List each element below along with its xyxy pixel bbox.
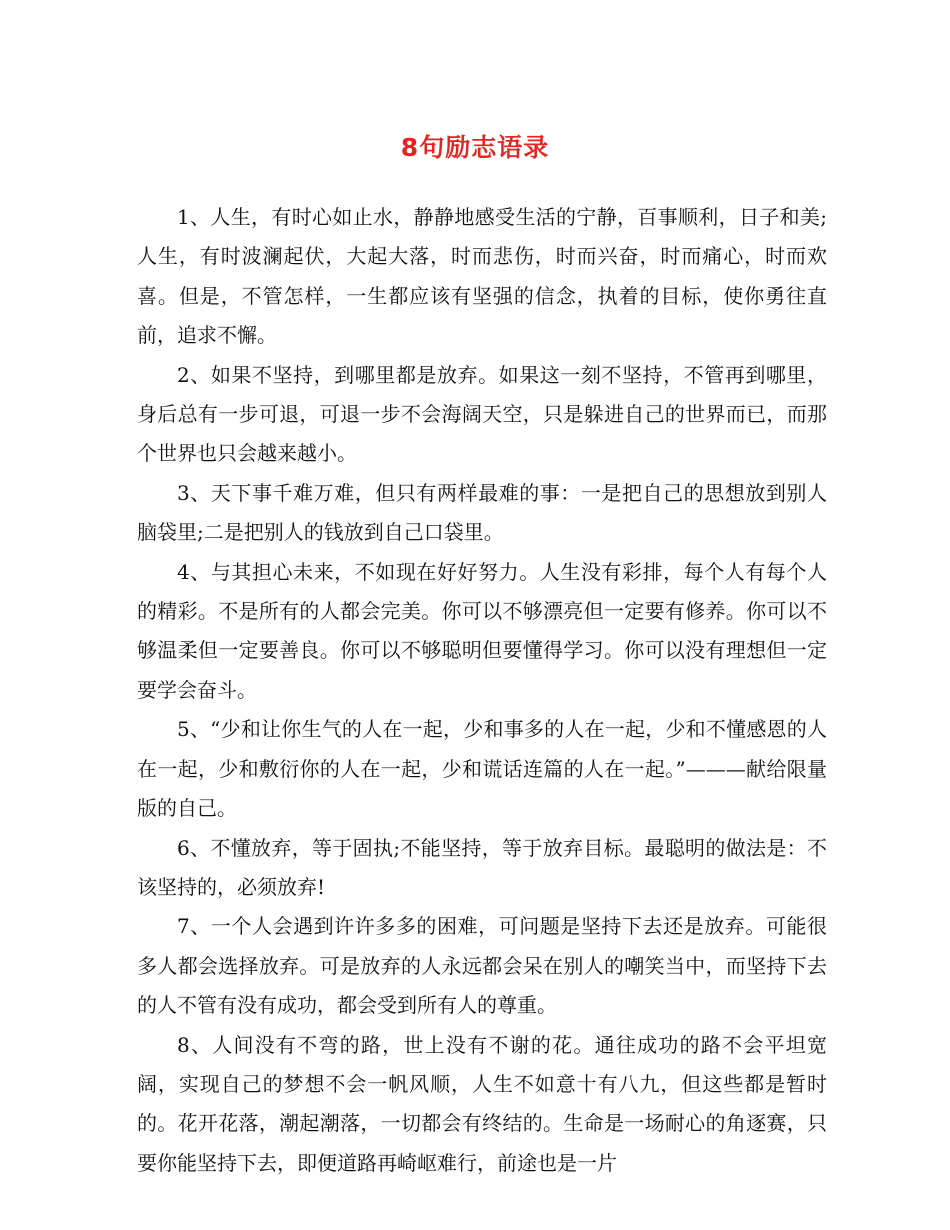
quote-paragraph-8: 8、人间没有不弯的路，世上没有不谢的花。通往成功的路不会平坦宽阔，实现自己的梦想不会一帆风顺，人生不如意十有八九，但这些都是暂时的。花开花落，潮起潮落，一切都会有终结的。生命是一场耐心的角逐赛，只要你能坚持下去，即便道路再崎岖难行，前途也是一片: [137, 1032, 827, 1175]
quote-paragraph-4: 4、与其担心未来，不如现在好好努力。人生没有彩排，每个人有每个人的精彩。不是所有的人都会完美。你可以不够漂亮但一定要有修养。你可以不够温柔但一定要善良。你可以不够聪明但要懂得学习。你可以没有理想但一定要学会奋斗。: [137, 559, 827, 702]
quote-paragraph-7: 7、一个人会遇到许许多多的困难，可问题是坚持下去还是放弃。可能很多人都会选择放弃。可是放弃的人永远都会呆在别人的嘲笑当中，而坚持下去的人不管有没有成功，都会受到所有人的尊重。: [137, 914, 827, 1018]
quote-paragraph-5: 5、“少和让你生气的人在一起，少和事多的人在一起，少和不懂感恩的人在一起，少和敷衍你的人在一起，少和谎话连篇的人在一起。”———献给限量版的自己。: [137, 717, 827, 821]
quote-paragraph-1: 1、人生，有时心如止水，静静地感受生活的宁静，百事顺利，日子和美;人生，有时波澜起伏，大起大落，时而悲伤，时而兴奋，时而痛心，时而欢喜。但是，不管怎样，一生都应该有坚强的信念，执着的目标，使你勇往直前，追求不懈。: [137, 205, 827, 348]
document-body: [137, 198, 827, 1183]
quote-paragraph-6: 6、不懂放弃，等于固执;不能坚持，等于放弃目标。最聪明的做法是：不该坚持的，必须放弃!: [137, 835, 827, 899]
document-title: 8句励志语录: [400, 133, 550, 162]
quote-paragraph-2: 2、如果不坚持，到哪里都是放弃。如果这一刻不坚持，不管再到哪里，身后总有一步可退，可退一步不会海阔天空，只是躲进自己的世界而已，而那个世界也只会越来越小。: [137, 362, 827, 466]
quote-paragraph-3: 3、天下事千难万难，但只有两样最难的事：一是把自己的思想放到别人脑袋里;二是把别人的钱放到自己口袋里。: [137, 480, 827, 545]
